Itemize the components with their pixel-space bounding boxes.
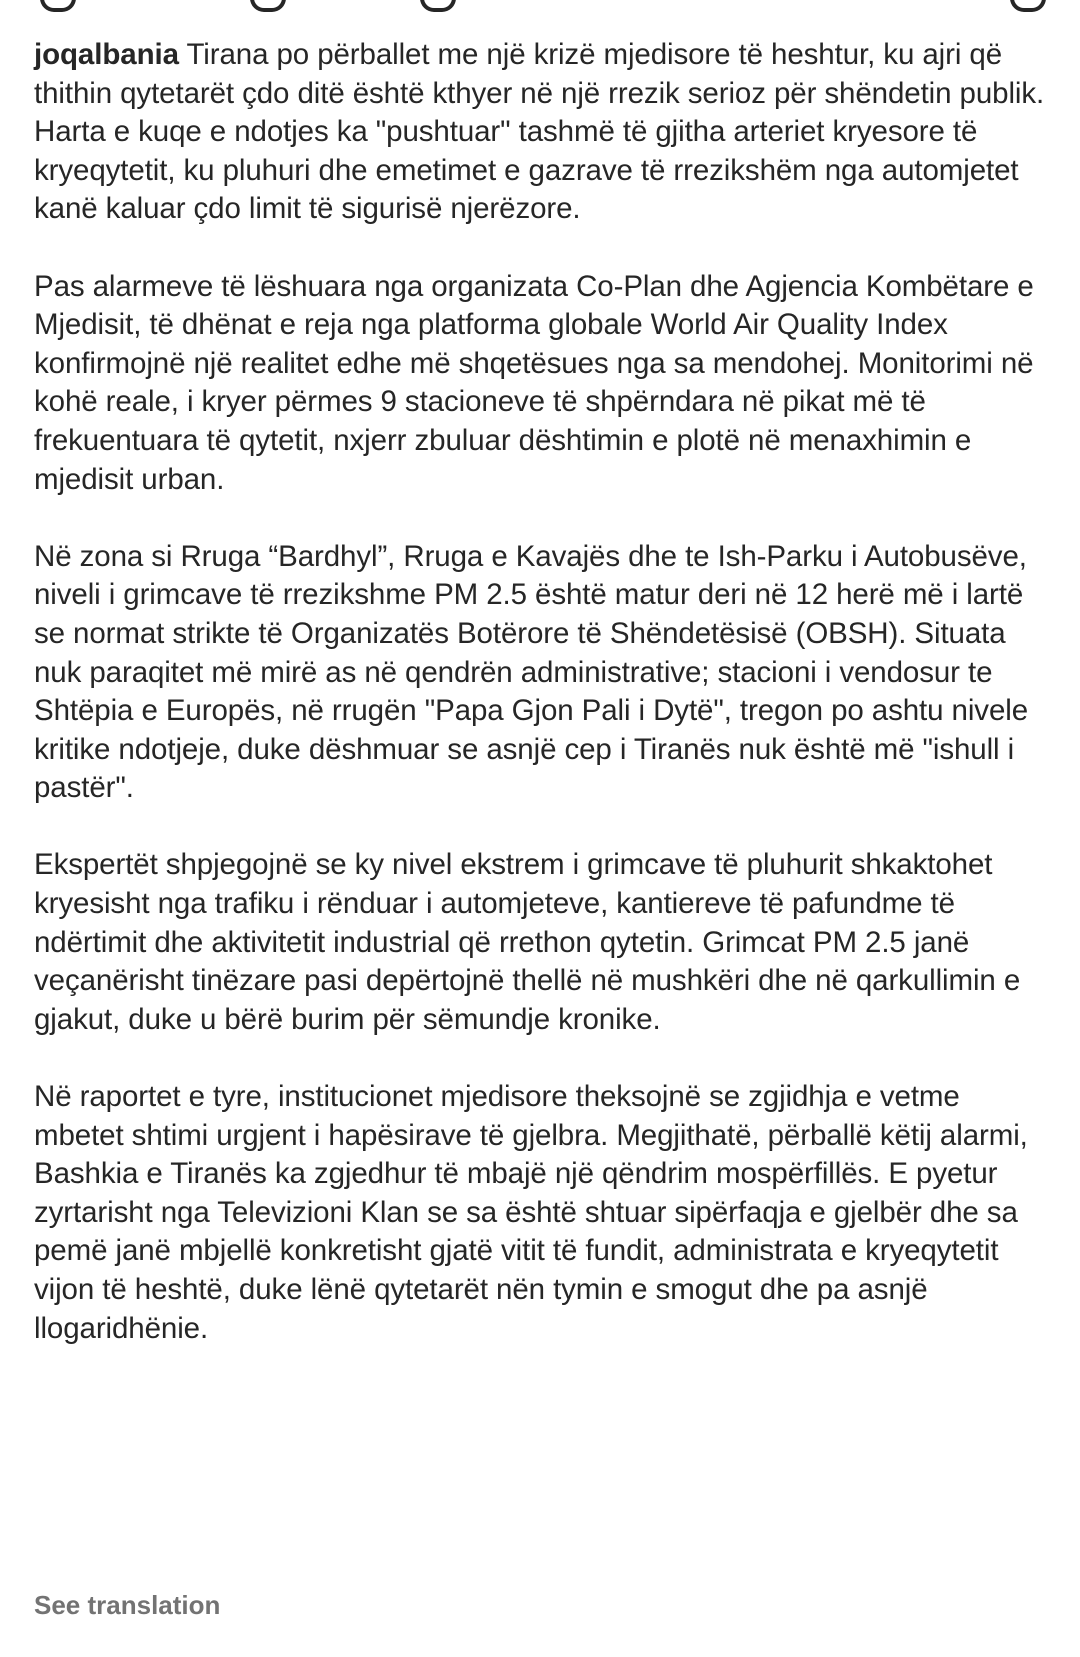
comment-icon[interactable] xyxy=(250,0,286,12)
username-link[interactable]: joqalbania xyxy=(34,38,179,71)
cropped-action-icons-row xyxy=(0,0,1080,14)
caption-paragraph-1 xyxy=(34,36,1050,229)
caption-paragraph-4: Ekspertët shpjegojnë se ky nivel ekstrem i grimcave të pluhurit shkaktohet kryesisht nga trafiku i rënduar i automjeteve, kantiereve të pafundme të ndërtimit dhe aktivitetit industrial që rrethon qytetin. Grimcat PM 2.5 janë veçanërisht tinëzare pasi depërtojnë thellë në mushkëri dhe në qarkullimin e gjakut, duke u bërë burim për sëmundje kronike. xyxy=(34,848,1021,1036)
caption-text-1: Tirana po përballet me një krizë mjedisore të heshtur, ku ajri që thithin qytetarët çdo ditë është kthyer në një rrezik serioz për shëndetin publik. Harta e kuqe e ndotjes ka "pushtuar" tashmë të gjitha arteriet kryesore të kryeqytetit, ku pluhuri dhe emetimet e gazrave të rrezikshëm nga automjetet kanë kaluar çdo limit të sigurisë njerëzore. xyxy=(34,38,1045,226)
caption-paragraph-2: Pas alarmeve të lëshuara nga organizata Co-Plan dhe Agjencia Kombëtare e Mjedisit, të dhënat e reja nga platforma globale World Air Quality Index konfirmojnë një realitet edhe më shqetësues nga sa mendohej. Monitorimi në kohë reale, i kryer përmes 9 stacioneve të shpërndara në pikat më të frekuentuara të qytetit, nxjerr zbuluar dështimin e plotë në menaxhimin e mjedisit urban. xyxy=(34,269,1034,496)
like-icon[interactable] xyxy=(40,0,76,12)
share-icon[interactable] xyxy=(420,0,456,12)
save-icon[interactable] xyxy=(1010,0,1046,12)
caption-paragraph-3: Në zona si Rruga “Bardhyl”, Rruga e Kavajës dhe te Ish-Parku i Autobusëve, niveli i grimcave të rrezikshme PM 2.5 është matur deri në 12 herë më i lartë se normat strikte të Organizatës Botërore të Shëndetësisë (OBSH). Situata nuk paraqitet më mirë as në qendrën administrative; stacioni i vendosur te Shtëpia e Europës, në rrugën "Papa Gjon Pali i Dytë", tregon po ashtu nivele kritike ndotjeje, duke dëshmuar se asnjë cep i Tiranës nuk është më "ishull i pastër". xyxy=(34,539,1029,805)
post-caption xyxy=(34,36,1050,1348)
caption-paragraph-5: Në raportet e tyre, institucionet mjedisore theksojnë se zgjidhja e vetme mbetet shtimi urgjent i hapësirave të gjelbra. Megjithatë, përballë këtij alarmi, Bashkia e Tiranës ka zgjedhur të mbajë një qëndrim mospërfillës. E pyetur zyrtarisht nga Televizioni Klan se sa është shtuar sipërfaqja e gjelbër dhe sa pemë janë mbjellë konkretisht gjatë vitit të fundit, administrata e kryeqytetit vijon të heshtë, duke lënë qytetarët nën tymin e smogut dhe pa asnjë llogaridhënie. xyxy=(34,1080,1028,1345)
see-translation-link[interactable]: See translation xyxy=(34,1590,221,1620)
